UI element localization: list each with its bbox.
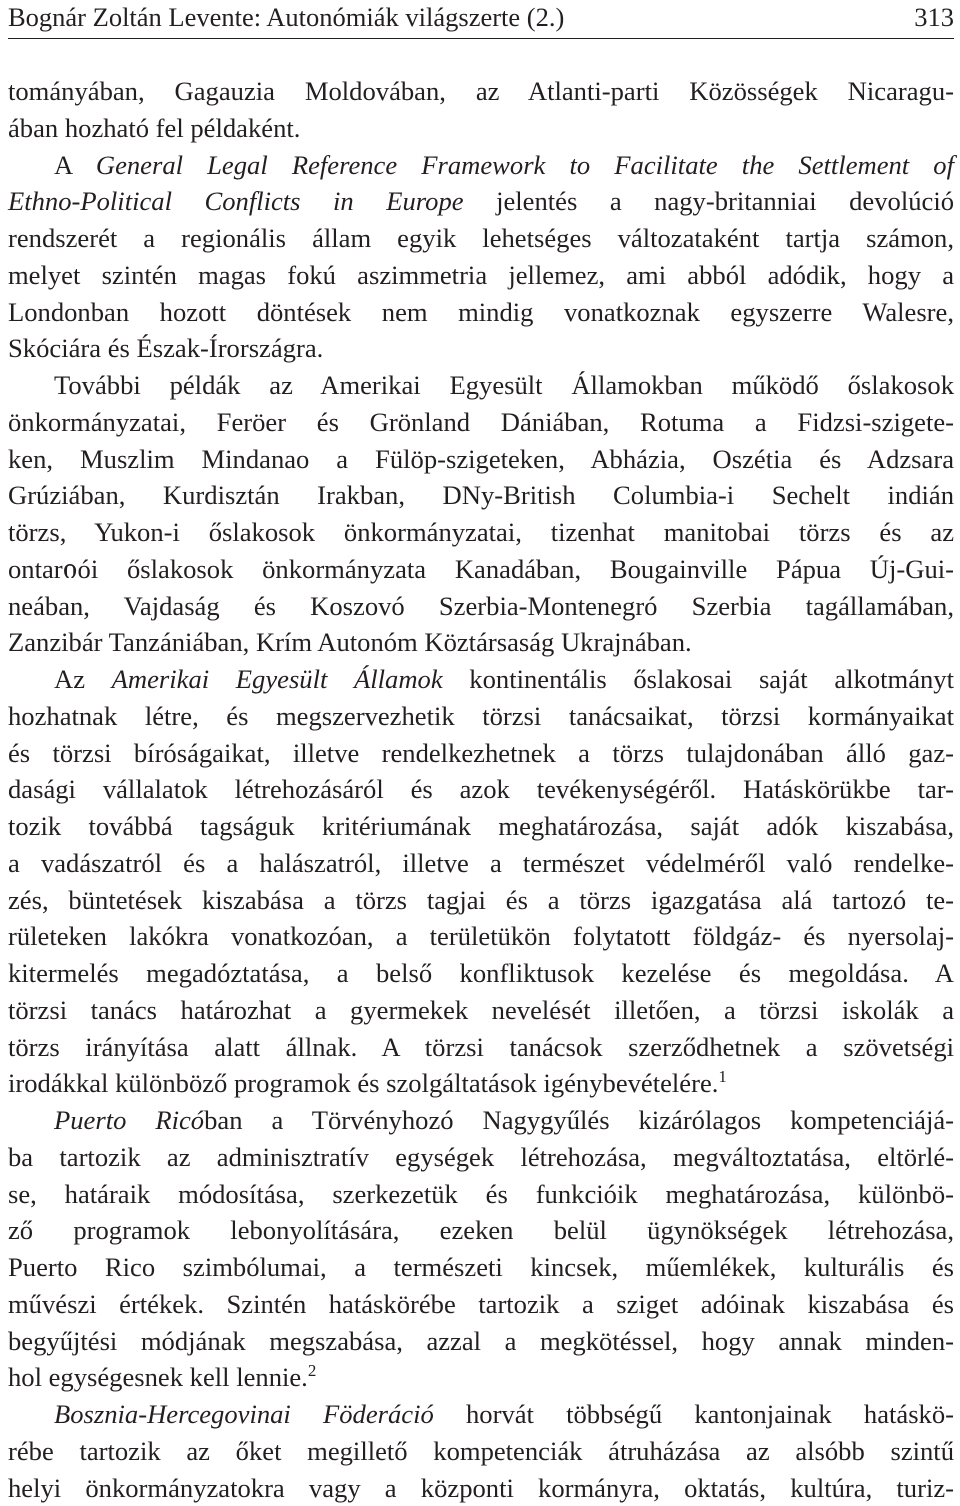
italic-span: Amerikai Egyesült Államok <box>112 664 443 694</box>
text-span: ba tartozik az adminisztratív egységek létrehozása, megváltoztatása, eltörlé- <box>8 1142 954 1172</box>
text-line <box>8 1212 954 1249</box>
text-span: begyűjtési módjának megszabása, azzal a megkötéssel, hogy annak minden- <box>8 1326 954 1356</box>
text-line <box>8 1139 954 1176</box>
text-span: melyet szintén magas fokú aszimmetria jellemez, ami abból adódik, hogy a <box>8 260 954 290</box>
text-line <box>8 1029 954 1066</box>
text-span: rébe tartozik az őket megillető kompetenciák átruházása az alsóbb szintű <box>8 1436 954 1466</box>
italic-span: Bosznia-Hercegovinai Föderáció <box>54 1399 434 1429</box>
text-span: neában, Vajdaság és Koszovó Szerbia-Montenegró Szerbia tagállamában, <box>8 591 954 621</box>
text-span: A <box>54 150 96 180</box>
text-line <box>8 404 954 441</box>
text-line <box>8 588 954 625</box>
text-span: ken, Muszlim Mindanao a Fülöp-szigeteken, Abházia, Oszétia és Adzsara <box>8 444 954 474</box>
text-span: zés, büntetések kiszabása a törzs tagjai és a törzs igazgatása alá tartozó te- <box>8 885 954 915</box>
text-span: hozhatnak létre, és megszervezhetik törzsi tanácsaikat, törzsi kormányaikat <box>8 701 954 731</box>
text-span: kitermelés megadóztatása, a belső konfliktusok kezelése és megoldása. A <box>8 958 954 988</box>
text-span: ban a Törvényhozó Nagygyűlés kizárólagos kompetenciájá- <box>204 1105 954 1135</box>
text-line <box>8 220 954 257</box>
text-span: Zanzibár Tanzániában, Krím Autonóm Köztársaság Ukrajnában. <box>8 627 692 657</box>
text-span: Londonban hozott döntések nem mindig vonatkoznak egyszerre Walesre, <box>8 297 954 327</box>
body-text <box>8 73 954 1506</box>
text-span: Skóciára és Észak-Írországra. <box>8 333 323 363</box>
text-span: Grúziában, Kurdisztán Irakban, DNy-British Columbia-i Sechelt indián <box>8 480 954 510</box>
italic-span: Ethno-Political Conflicts in Europe <box>8 186 464 216</box>
page-number: 313 <box>914 2 954 33</box>
footnote-marker: 1 <box>718 1067 727 1086</box>
text-span: tományában, Gagauzia Moldovában, az Atlanti-parti Közösségek Nicaragu- <box>8 76 954 106</box>
text-span: ontarიói őslakosok önkormányzata Kanadában, Bougainville Pápua Új-Gui- <box>8 554 954 584</box>
text-span: törzs, Yukon-i őslakosok önkormányzatai, tizenhat manitobai törzs és az <box>8 517 954 547</box>
text-line <box>8 698 954 735</box>
text-span: művészi értékek. Szintén hatáskörébe tartozik a sziget adóinak kiszabása és <box>8 1289 954 1319</box>
italic-span: Puerto Ricó <box>54 1105 204 1135</box>
text-span: tozik továbbá tagságuk kritériumának meghatározása, saját adók kiszabása, <box>8 811 954 841</box>
text-span: ában hozható fel példaként. <box>8 113 300 143</box>
text-span: és törzsi bíróságaikat, illetve rendelkezhetnek a törzs tulajdonában álló gaz- <box>8 738 954 768</box>
text-span: rendszerét a regionális állam egyik lehetséges változataként tartja számon, <box>8 223 954 253</box>
text-line <box>8 1176 954 1213</box>
text-line <box>8 257 954 294</box>
text-span: törzsi tanács határozhat a gyermekek nevelését illetően, a törzsi iskolák a <box>8 995 954 1025</box>
text-line <box>8 183 954 220</box>
text-line <box>8 771 954 808</box>
text-line <box>8 955 954 992</box>
text-span: dasági vállalatok létrehozásáról és azok tevékenységéről. Hatáskörükbe tar- <box>8 774 954 804</box>
text-line <box>8 1433 954 1470</box>
text-line <box>8 845 954 882</box>
text-line <box>8 1065 954 1102</box>
text-line <box>8 294 954 331</box>
text-line <box>8 551 954 588</box>
text-span: se, határaik módosítása, szerkezetük és funkcióik meghatározása, különbö- <box>8 1179 954 1209</box>
text-span: jelentés a nagy-britanniai devolúció <box>464 186 954 216</box>
running-header <box>8 0 954 39</box>
text-line <box>8 441 954 478</box>
text-line <box>8 808 954 845</box>
text-line <box>8 992 954 1029</box>
text-line <box>8 73 954 110</box>
text-line <box>8 1102 954 1139</box>
text-span: Az <box>54 664 112 694</box>
text-line <box>8 330 954 367</box>
text-line <box>8 735 954 772</box>
text-span: rületeken lakókra vonatkozóan, a területükön folytatott földgáz- és nyersolaj- <box>8 921 954 951</box>
text-line <box>8 367 954 404</box>
text-span: kontinentális őslakosai saját alkotmányt <box>443 664 954 694</box>
document-page <box>8 0 954 1506</box>
italic-span: General Legal Reference Framework to Facilitate the Settlement of <box>96 150 954 180</box>
text-span: hol egységesnek kell lennie. <box>8 1362 308 1392</box>
text-line <box>8 624 954 661</box>
text-line <box>8 110 954 147</box>
text-line <box>8 1323 954 1360</box>
text-span: horvát többségű kantonjainak hatáskö- <box>434 1399 954 1429</box>
footnote-marker: 2 <box>308 1361 317 1380</box>
text-span: Puerto Rico szimbólumai, a természeti kincsek, műemlékek, kulturális és <box>8 1252 954 1282</box>
text-span: irodákkal különböző programok és szolgáltatások igénybevételére. <box>8 1068 718 1098</box>
text-span: További példák az Amerikai Egyesült Államokban működő őslakosok <box>54 370 954 400</box>
text-span: ző programok lebonyolítására, ezeken belül ügynökségek létrehozása, <box>8 1215 954 1245</box>
text-line <box>8 661 954 698</box>
text-span: törzs irányítása alatt állnak. A törzsi tanácsok szerződhetnek a szövetségi <box>8 1032 954 1062</box>
text-line <box>8 882 954 919</box>
text-line <box>8 1249 954 1286</box>
text-line <box>8 147 954 184</box>
text-span: a vadászatról és a halászatról, illetve a természet védelméről való rendelke- <box>8 848 954 878</box>
text-span: helyi önkormányzatokra vagy a központi kormányra, oktatás, kultúra, turiz- <box>8 1473 954 1503</box>
text-line <box>8 1396 954 1433</box>
text-line <box>8 1359 954 1396</box>
running-title: Bognár Zoltán Levente: Autonómiák világszerte (2.) <box>8 2 564 33</box>
text-line <box>8 477 954 514</box>
text-line <box>8 514 954 551</box>
text-line <box>8 1286 954 1323</box>
text-line <box>8 918 954 955</box>
text-span: önkormányzatai, Feröer és Grönland Dániában, Rotuma a Fidzsi-szigete- <box>8 407 954 437</box>
